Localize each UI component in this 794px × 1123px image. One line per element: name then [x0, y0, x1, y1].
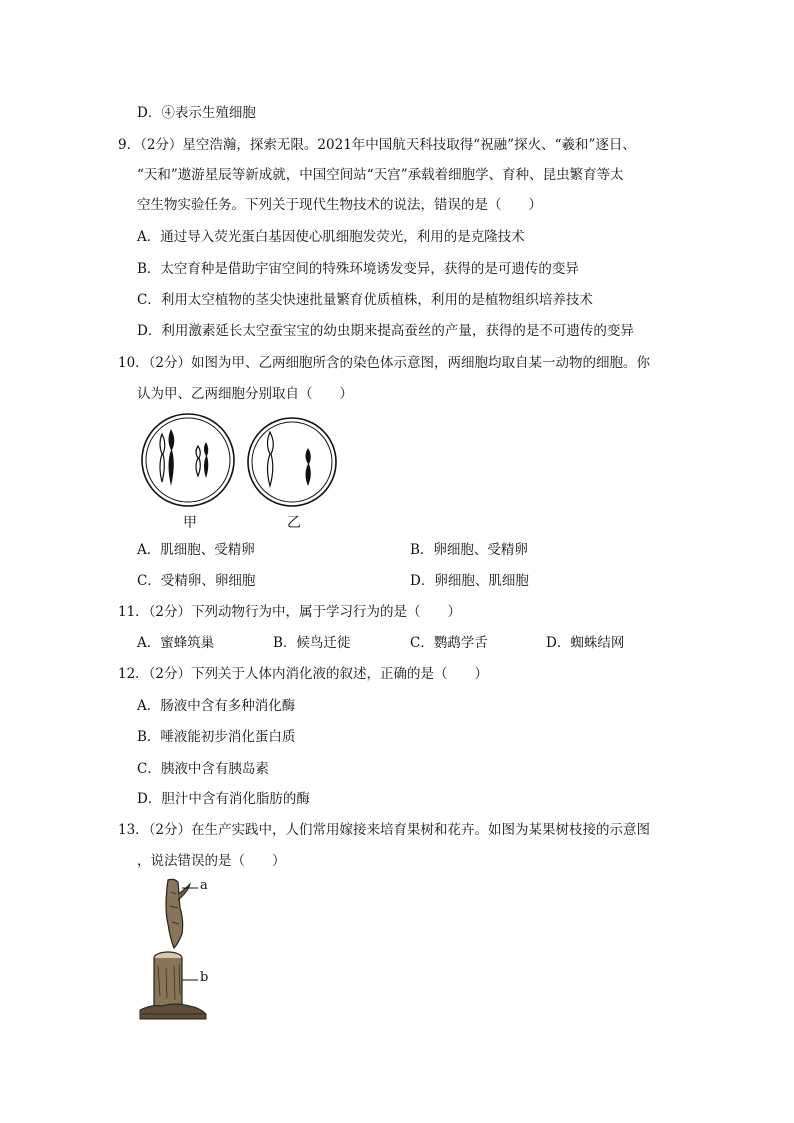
cell-yi-figure — [246, 416, 338, 508]
q10-option-b: B．卵细胞、受精卵 — [410, 542, 528, 558]
cell-jia-figure — [140, 412, 240, 512]
q9-stem-line3: 空生物实验任务。下列关于现代生物技术的说法，错误的是（ ） — [137, 197, 542, 213]
q11-option-d: D．蜘蛛结网 — [546, 635, 625, 651]
q13-stem-line2: ，说法错误的是（ ） — [137, 853, 286, 869]
grafting-label-a: a — [200, 878, 208, 893]
q9-option-b: B．太空育种是借助宇宙空间的特殊环境诱发变异，获得的是可遗传的变异 — [137, 261, 579, 277]
q9-stem-line1: 9．（2分）星空浩瀚，探索无限。2021年中国航天科技取得“祝融”探火、“羲和”逐日、 — [118, 137, 636, 153]
q12-option-c: C．胰液中含有胰岛素 — [137, 761, 269, 777]
q10-option-c: C．受精卵、卵细胞 — [137, 573, 256, 589]
q9-stem-line2: “天和”遨游星辰等新成就，中国空间站“天宫”承载着细胞学、育种、昆虫繁育等太 — [137, 167, 624, 183]
q9-option-a: A．通过导入荧光蛋白基因使心肌细胞发荧光，利用的是克隆技术 — [137, 229, 525, 245]
q11-option-a: A．蜜蜂筑巢 — [137, 635, 215, 651]
q11-option-c: C．鹦鹉学舌 — [410, 635, 488, 651]
figure-label-yi: 乙 — [287, 515, 301, 531]
q9-option-d: D．利用激素延长太空蚕宝宝的幼虫期来提高蚕丝的产量，获得的是不可遗传的变异 — [137, 323, 634, 339]
grafting-figure — [138, 878, 228, 1023]
figure-label-jia: 甲 — [183, 515, 197, 531]
q12-option-d: D．胆汁中含有消化脂肪的酶 — [137, 791, 310, 807]
q13-stem-line1: 13．（2分）在生产实践中，人们常用嫁接来培育果树和花卉。如图为某果树枝接的示意图 — [118, 822, 651, 838]
q10-option-d: D．卵细胞、肌细胞 — [410, 573, 529, 589]
q12-stem: 12．（2分）下列关于人体内消化液的叙述，正确的是（ ） — [118, 666, 489, 682]
q11-option-b: B．候鸟迁徙 — [273, 635, 351, 651]
q12-option-a: A．肠液中含有多种消化酶 — [137, 698, 296, 714]
q10-option-a: A．肌细胞、受精卵 — [137, 542, 255, 558]
q10-stem-line2: 认为甲、乙两细胞分别取自（ ） — [137, 386, 353, 402]
q11-stem: 11．（2分）下列动物行为中，属于学习行为的是（ ） — [118, 604, 462, 620]
q9-option-c: C．利用太空植物的茎尖快速批量繁育优质植株，利用的是植物组织培养技术 — [137, 292, 593, 308]
q12-option-b: B．唾液能初步消化蛋白质 — [137, 729, 296, 745]
q8-option-d: D．④表示生殖细胞 — [137, 105, 256, 121]
grafting-label-b: b — [200, 970, 209, 985]
q10-stem-line1: 10．（2分）如图为甲、乙两细胞所含的染色体示意图，两细胞均取自某一动物的细胞。你 — [118, 355, 651, 371]
